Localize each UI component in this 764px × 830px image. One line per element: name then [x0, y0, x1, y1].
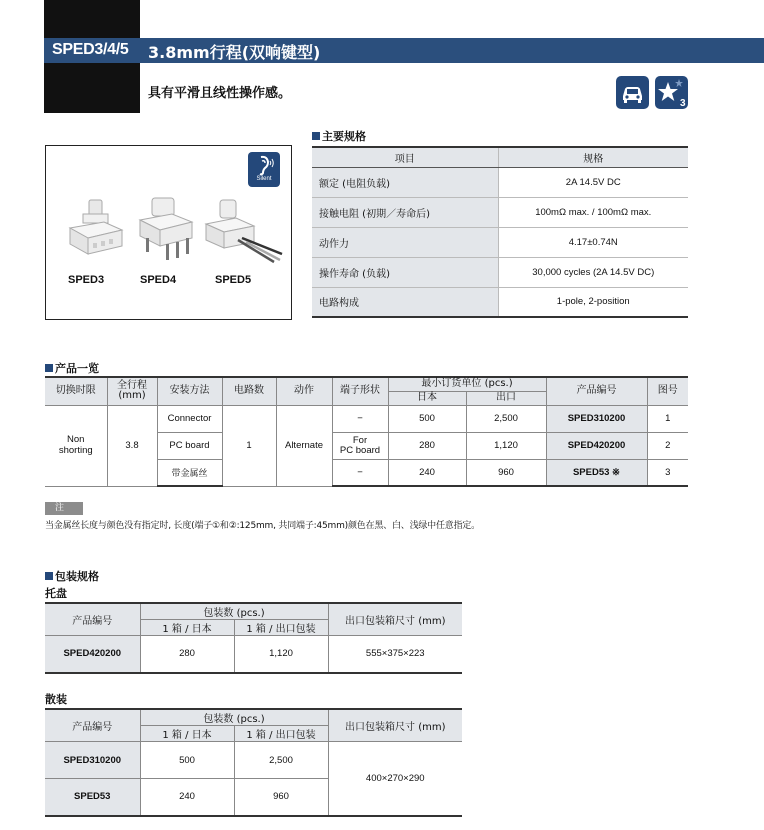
tray-packaging-table — [45, 602, 462, 674]
spec-value: 4.17±0.74N — [498, 227, 688, 257]
terminal-cell: For PC board — [332, 432, 388, 459]
page-title: 3.8mm行程(双响键型) — [148, 43, 321, 62]
export-qty-cell: 960 — [466, 459, 546, 486]
specs-table — [312, 146, 688, 318]
sped5-image — [202, 196, 290, 268]
header-export: 出口 — [466, 391, 546, 405]
header-box-japan: 1 箱 / 日本 — [140, 726, 234, 742]
ear-icon — [254, 154, 274, 176]
header-dims: 出口包装箱尺寸 (mm) — [328, 709, 462, 742]
section-marker — [312, 132, 320, 140]
spec-label: 动作力 — [312, 227, 498, 257]
product-list-section-label: 产品一览 — [55, 362, 99, 375]
header-min-order: 最小订货单位 (pcs.) — [388, 377, 546, 391]
export-qty-cell: 960 — [234, 779, 328, 816]
circuits-cell: 1 — [222, 405, 276, 486]
full-travel-cell: 3.8 — [107, 405, 157, 486]
table-row — [312, 287, 688, 317]
mounting-cell: PC board — [157, 432, 222, 459]
table-row — [45, 742, 462, 779]
drawing-no-cell: 2 — [647, 432, 688, 459]
spec-label: 电路构成 — [312, 287, 498, 317]
table-row — [312, 227, 688, 257]
spec-value: 100mΩ max. / 100mΩ max. — [498, 197, 688, 227]
product-image-box — [45, 145, 292, 320]
product-no-cell: SPED310200 — [45, 742, 140, 779]
drawing-no-cell: 1 — [647, 405, 688, 432]
sped3-image — [64, 196, 128, 266]
drawing-no-cell: 3 — [647, 459, 688, 486]
bulk-packaging-table — [45, 708, 462, 817]
header-product-no: 产品编号 — [45, 709, 140, 742]
spec-value: 30,000 cycles (2A 14.5V DC) — [498, 257, 688, 287]
silent-badge — [248, 152, 280, 187]
table-row — [312, 197, 688, 227]
note-text: 当金属丝长度与颜色没有指定时, 长度(端子①和②:125mm, 共同端子:45mm)颜色在黑、白、浅绿中任意指定。 — [45, 521, 480, 531]
table-row — [312, 257, 688, 287]
tray-label: 托盘 — [45, 587, 67, 600]
header-box-export: 1 箱 / 出口包装 — [234, 726, 328, 742]
table-row — [312, 167, 688, 197]
japan-qty-cell: 500 — [140, 742, 234, 779]
table-row — [45, 636, 462, 673]
header-mounting: 安装方法 — [157, 377, 222, 405]
star-rating-icon — [655, 76, 688, 109]
note-tag: 注 — [45, 502, 83, 515]
switch-timing-cell: Non shorting — [45, 405, 107, 486]
svg-text:3: 3 — [680, 98, 686, 109]
specs-col-item: 项目 — [312, 147, 498, 167]
header-drawing-no: 图号 — [647, 377, 688, 405]
mounting-cell: 带金属丝 — [157, 459, 222, 486]
header-qty: 包装数 (pcs.) — [140, 709, 328, 726]
spec-label: 操作寿命 (负载) — [312, 257, 498, 287]
spec-value: 1-pole, 2-position — [498, 287, 688, 317]
japan-qty-cell: 240 — [388, 459, 466, 486]
product-no-cell: SPED53 — [45, 779, 140, 816]
product-list-section-title — [45, 360, 99, 376]
japan-qty-cell: 280 — [140, 636, 234, 673]
section-marker — [45, 572, 53, 580]
export-qty-cell: 1,120 — [466, 432, 546, 459]
dims-cell: 555×375×223 — [328, 636, 462, 673]
header-box-export: 1 箱 / 出口包装 — [234, 620, 328, 636]
table-row — [45, 405, 688, 432]
action-cell: Alternate — [276, 405, 332, 486]
export-qty-cell: 1,120 — [234, 636, 328, 673]
header-japan: 日本 — [388, 391, 466, 405]
product-label-sped4: SPED4 — [140, 274, 177, 286]
specs-section-title — [312, 128, 366, 144]
specs-col-spec: 规格 — [498, 147, 688, 167]
spec-label: 接触电阻 (初期／寿命后) — [312, 197, 498, 227]
packaging-section-title — [45, 568, 99, 584]
header-box-japan: 1 箱 / 日本 — [140, 620, 234, 636]
header-full-travel: 全行程 (mm) — [107, 377, 157, 405]
japan-qty-cell: 280 — [388, 432, 466, 459]
dims-cell: 400×270×290 — [328, 742, 462, 816]
product-no-cell: SPED53 ※ — [546, 459, 647, 486]
header-action: 动作 — [276, 377, 332, 405]
product-list-table — [45, 376, 688, 487]
series-code: SPED3/4/5 — [52, 41, 129, 58]
terminal-cell: − — [332, 459, 388, 486]
product-no-cell: SPED420200 — [45, 636, 140, 673]
japan-qty-cell: 240 — [140, 779, 234, 816]
packaging-section-label: 包装规格 — [55, 570, 99, 583]
product-no-cell: SPED420200 — [546, 432, 647, 459]
header-qty: 包装数 (pcs.) — [140, 603, 328, 620]
export-qty-cell: 2,500 — [234, 742, 328, 779]
sped4-image — [136, 192, 198, 266]
spec-label: 额定 (电阻负载) — [312, 167, 498, 197]
header-switch-timing: 切换时限 — [45, 377, 107, 405]
section-marker — [45, 364, 53, 372]
mounting-cell: Connector — [157, 405, 222, 432]
header-circuits: 电路数 — [222, 377, 276, 405]
product-label-sped5: SPED5 — [215, 274, 252, 286]
car-icon — [616, 76, 649, 109]
spec-value: 2A 14.5V DC — [498, 167, 688, 197]
header-product-no: 产品编号 — [546, 377, 647, 405]
header-product-no: 产品编号 — [45, 603, 140, 636]
product-label-sped3: SPED3 — [68, 274, 105, 286]
header-terminal: 端子形状 — [332, 377, 388, 405]
page-subtitle: 具有平滑且线性操作感。 — [148, 86, 292, 101]
bulk-label: 散装 — [45, 693, 67, 706]
product-no-cell: SPED310200 — [546, 405, 647, 432]
header-dims: 出口包装箱尺寸 (mm) — [328, 603, 462, 636]
terminal-cell: − — [332, 405, 388, 432]
japan-qty-cell: 500 — [388, 405, 466, 432]
export-qty-cell: 2,500 — [466, 405, 546, 432]
silent-label: Silent — [256, 176, 272, 182]
specs-section-label: 主要规格 — [322, 130, 366, 143]
